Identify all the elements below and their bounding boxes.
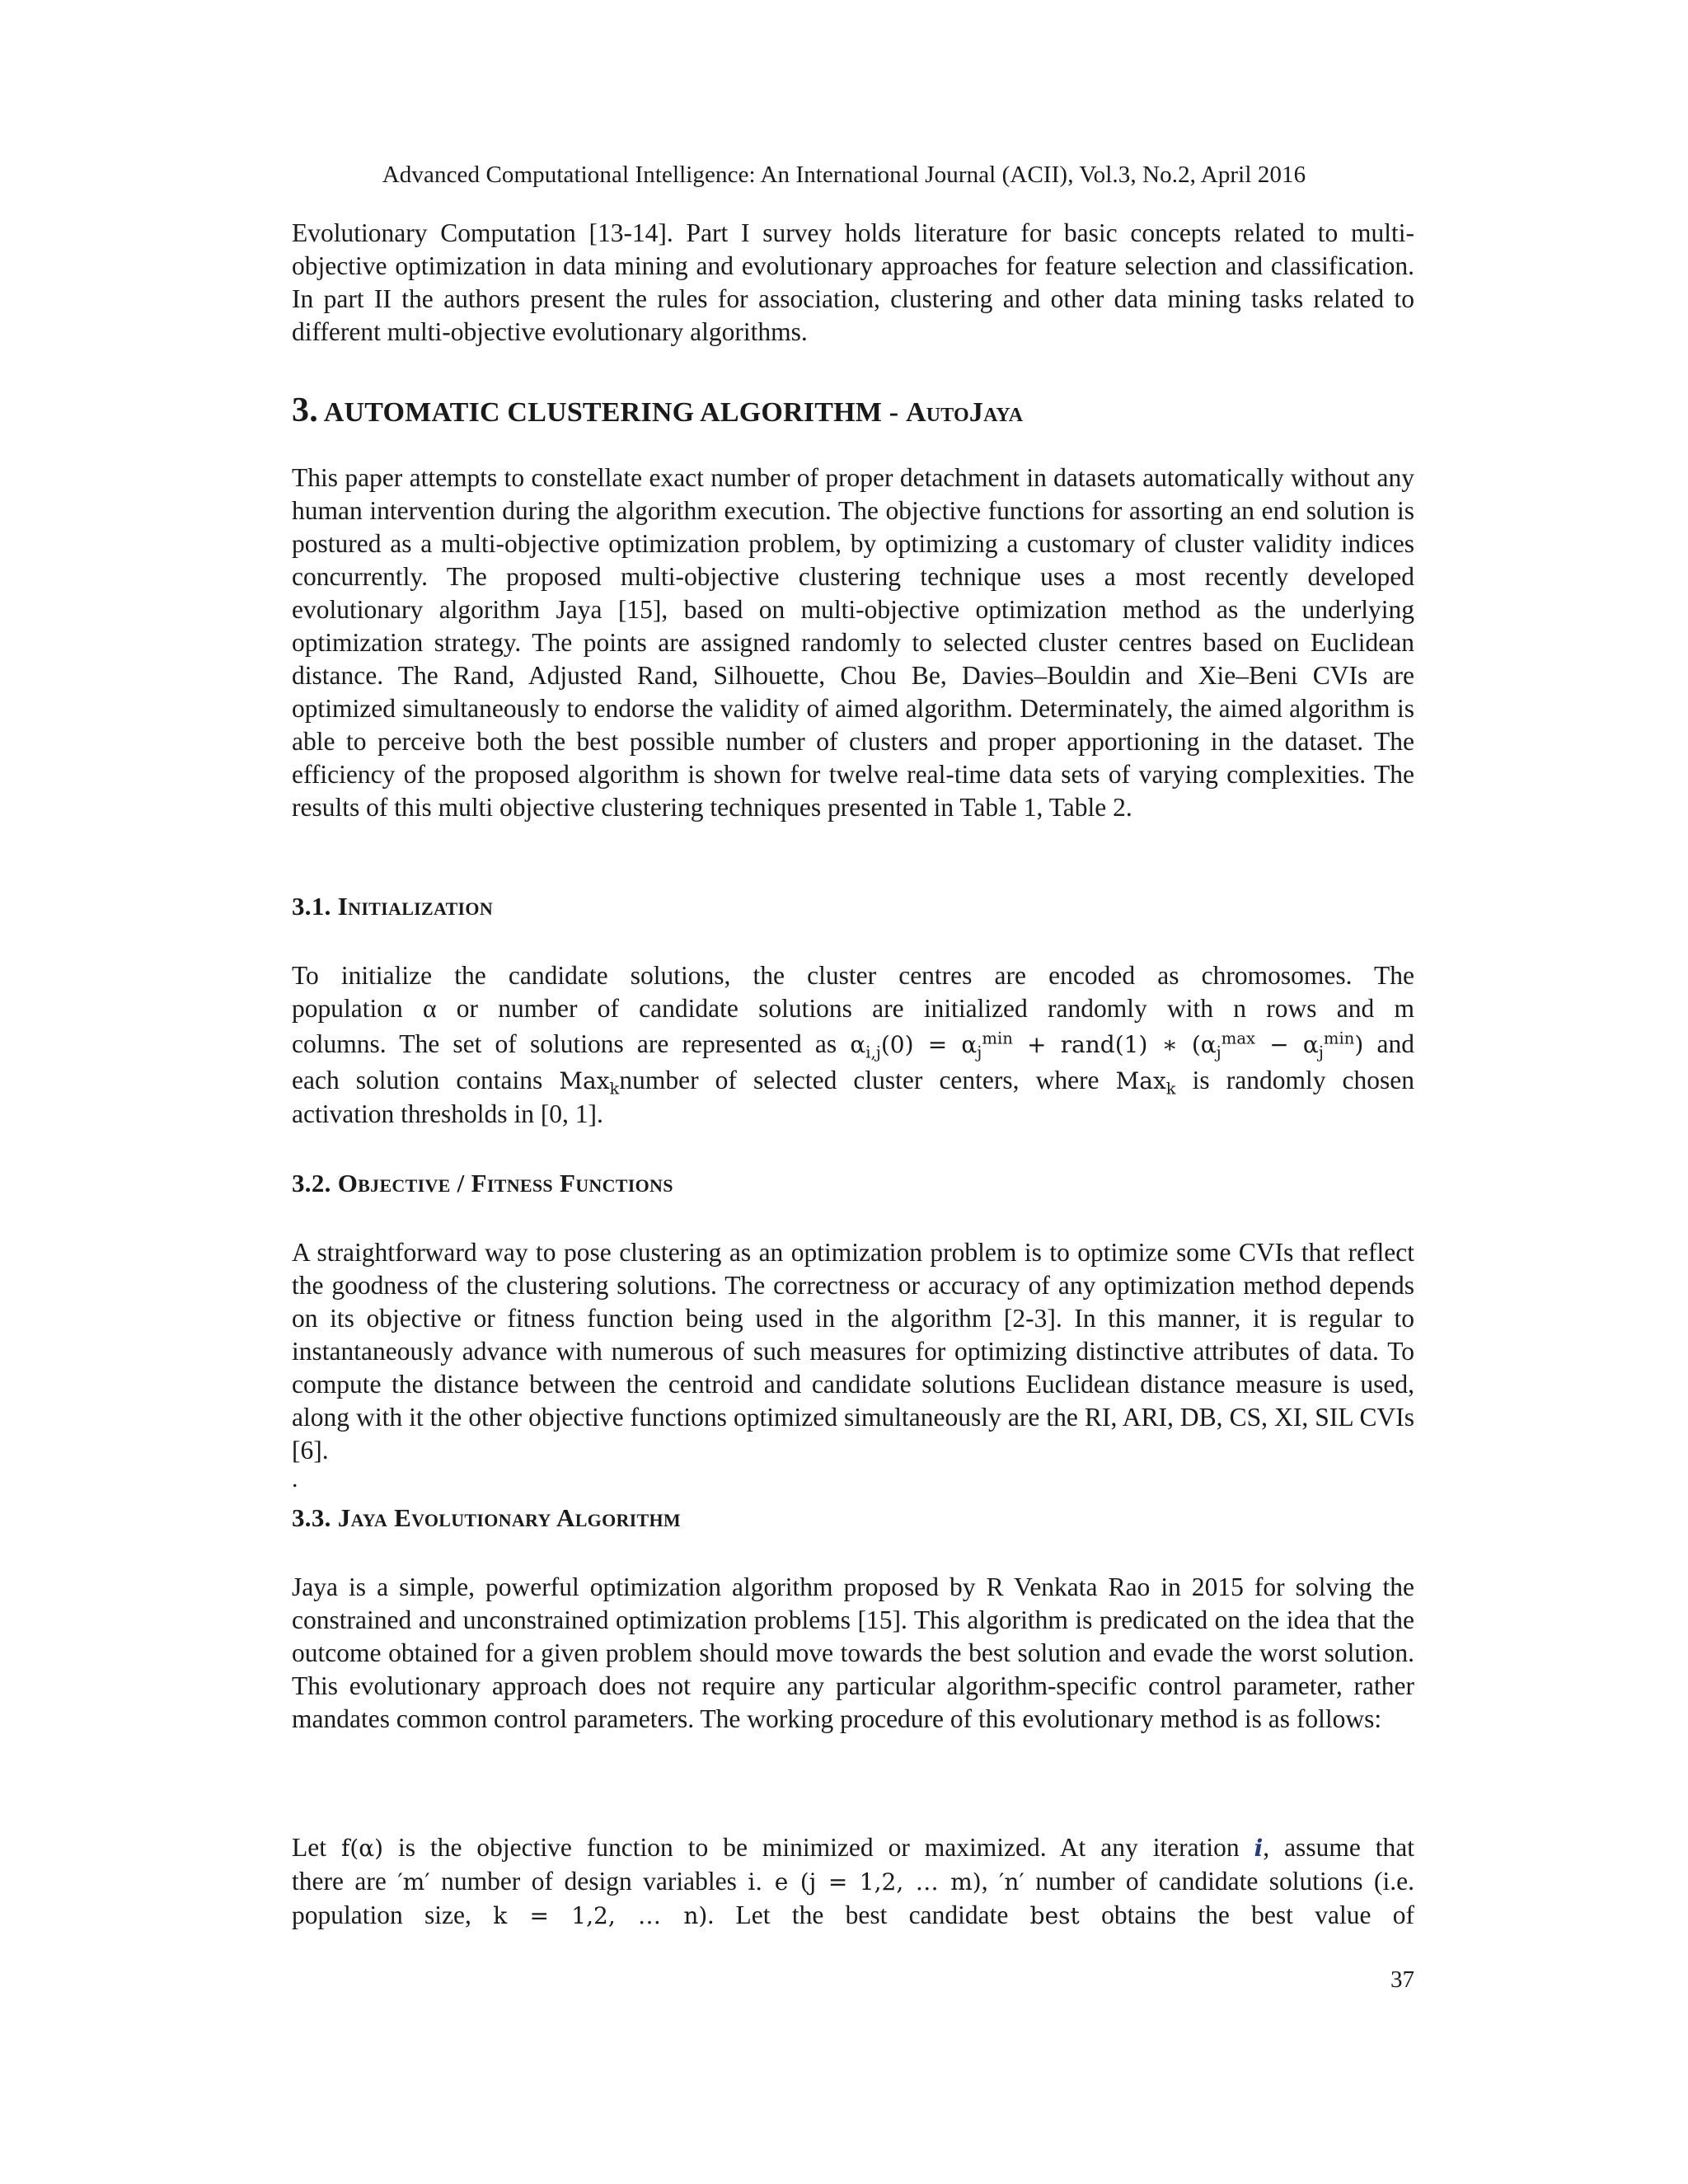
init-line-3-suffix: and: [1363, 1029, 1414, 1058]
best-symbol: best: [1029, 1902, 1080, 1929]
section-3-3-heading: [292, 1503, 681, 1533]
let-line-3: [292, 1899, 1414, 1933]
maxk-term-1: [559, 1067, 620, 1099]
section-3-title: AUTOMATIC CLUSTERING ALGORITHM -: [323, 397, 906, 428]
let-line-2-b: number of design variables: [429, 1867, 748, 1896]
section-3-2-paragraph: A straightforward way to pose clustering as an optimization problem is to optimize some CVIs that reflect the goodness of the clustering solutions. The correctness or accuracy of any optimization method depends on its objective or fitness function being used in the algorithm [2-3]. In this manner, it is regular to instantaneously advance with numerous of such measures for optimizing distinctive attributes of data. To compute the distance between the centroid and candidate solutions Euclidean distance measure is used, along with it the other objective functions optimized simultaneously are the RI, ARI, DB, CS, XI, SIL CVIs [6].: [292, 1238, 1414, 1465]
running-header: Advanced Computational Intelligence: An International Journal (ACII), Vol.3, No.2, April 2016: [382, 162, 1306, 188]
let-line-1-c: , assume that: [1263, 1833, 1414, 1862]
n-symbol: ′n′: [999, 1868, 1025, 1896]
section-3-1-number: 3.1.: [292, 892, 331, 921]
let-line-2-d: number of candidate solutions (i.e.: [1024, 1867, 1414, 1896]
section-3-title-tail: AutoJaya: [905, 397, 1024, 428]
init-line-3: [292, 1025, 1414, 1064]
init-line-4-a: each solution contains: [292, 1066, 560, 1094]
section-3-1-title: Initialization: [337, 892, 494, 921]
init-line-2: population α or number of candidate solutions are initialized randomly with n rows and m: [292, 994, 1414, 1023]
section-3-2-block: [292, 1236, 1414, 1467]
section-3-number: 3.: [292, 391, 318, 429]
init-line-5: activation thresholds in [0, 1].: [292, 1099, 603, 1128]
objective-function-symbol: f(α): [340, 1835, 384, 1862]
let-line-2-a: there are: [292, 1867, 398, 1896]
design-variable-range: i. e (j = 1,2, … m): [748, 1868, 982, 1896]
let-line-3-b: . Let the best candidate: [707, 1900, 1030, 1929]
section-3-block: [292, 462, 1414, 824]
let-line-1: [292, 1831, 1414, 1865]
section-3-heading: [292, 391, 1023, 430]
maxk-base-1: Max: [559, 1067, 610, 1094]
maxk-base-2: Max: [1115, 1067, 1166, 1094]
maxk-sub-2: k: [1165, 1079, 1176, 1099]
stray-dot: .: [292, 1465, 298, 1493]
let-block: [292, 1831, 1414, 1933]
maxk-term-2: [1115, 1067, 1176, 1099]
intro-paragraph: Evolutionary Computation [13-14]. Part I survey holds literature for basic concepts related to multi-objective optimization in data mining and evolutionary approaches for feature selection and classification. In part II the authors present the rules for association, clustering and other data mining tasks related to different multi-objective evolutionary algorithms.: [292, 218, 1414, 346]
section-3-2-heading: [292, 1169, 673, 1198]
init-line-4-b: number of selected cluster centers, where: [619, 1066, 1116, 1094]
intro-block: [292, 217, 1414, 349]
init-line-4-c: is randomly chosen: [1175, 1066, 1414, 1094]
init-line-4: [292, 1064, 1414, 1098]
section-3-paragraph: This paper attempts to constellate exact number of proper detachment in datasets automatically without any human intervention during the algorithm execution. The objective functions for assorting an end solution is postured as a multi-objective optimization problem, by optimizing a customary of cluster validity indices concurrently. The proposed multi-objective clustering technique uses a most recently developed evolutionary algorithm Jaya [15], based on multi-objective optimization method as the underlying optimization strategy. The points are assigned randomly to selected cluster centres based on Euclidean distance. The Rand, Adjusted Rand, Silhouette, Chou Be, Davies–Bouldin and Xie–Beni CVIs are optimized simultaneously to endorse the validity of aimed algorithm. Determinately, the aimed algorithm is able to perceive both the best possible number of clusters and proper apportioning in the dataset. The efficiency of the proposed algorithm is shown for twelve real-time data sets of varying complexities. The results of this multi objective clustering techniques presented in Table 1, Table 2.: [292, 463, 1414, 822]
section-3-1-heading: [292, 892, 493, 921]
m-symbol: ′m′: [397, 1868, 430, 1896]
let-line-2-c: ,: [981, 1867, 1000, 1896]
init-equation: $\alpha_{i,j}(0) = \alpha_j^{min}$ + rand(1) ∗ $(\alpha_j^{max} - \alpha_j^{min})$: [850, 1029, 1364, 1062]
section-3-3-paragraph: Jaya is a simple, powerful optimization algorithm proposed by R Venkata Rao in 2015 for solving the constrained and unconstrained optimization problems [15]. This algorithm is predicated on the idea that the outcome obtained for a given problem should move towards the best solution and evade the worst solution. This evolutionary approach does not require any particular algorithm-specific control parameter, rather mandates common control parameters. The working procedure of this evolutionary method is as follows:: [292, 1572, 1414, 1733]
section-3-3-title: Jaya Evolutionary Algorithm: [337, 1503, 681, 1532]
init-line-3-prefix: columns. The set of solutions are represented as: [292, 1029, 851, 1058]
section-3-1-block: [292, 959, 1414, 1131]
let-line-3-a: population size,: [292, 1900, 494, 1929]
maxk-sub-1: k: [609, 1079, 620, 1099]
population-range: k = 1,2, … n): [493, 1902, 708, 1929]
let-line-1-a: Let: [292, 1833, 341, 1862]
section-3-2-number: 3.2.: [292, 1169, 331, 1197]
let-line-1-b: is the objective function to be minimized or maximized. At any iteration: [383, 1833, 1254, 1862]
init-line-1: To initialize the candidate solutions, the cluster centres are encoded as chromosomes. The: [292, 961, 1414, 990]
section-3-3-block: [292, 1571, 1414, 1736]
section-3-2-title: Objective / Fitness Functions: [337, 1169, 673, 1197]
section-3-3-number: 3.3.: [292, 1503, 331, 1532]
page-number: 37: [1390, 1966, 1414, 1993]
let-line-3-c: obtains the best value of: [1079, 1900, 1414, 1929]
iteration-symbol: i: [1254, 1835, 1264, 1862]
let-line-2: [292, 1865, 1414, 1899]
